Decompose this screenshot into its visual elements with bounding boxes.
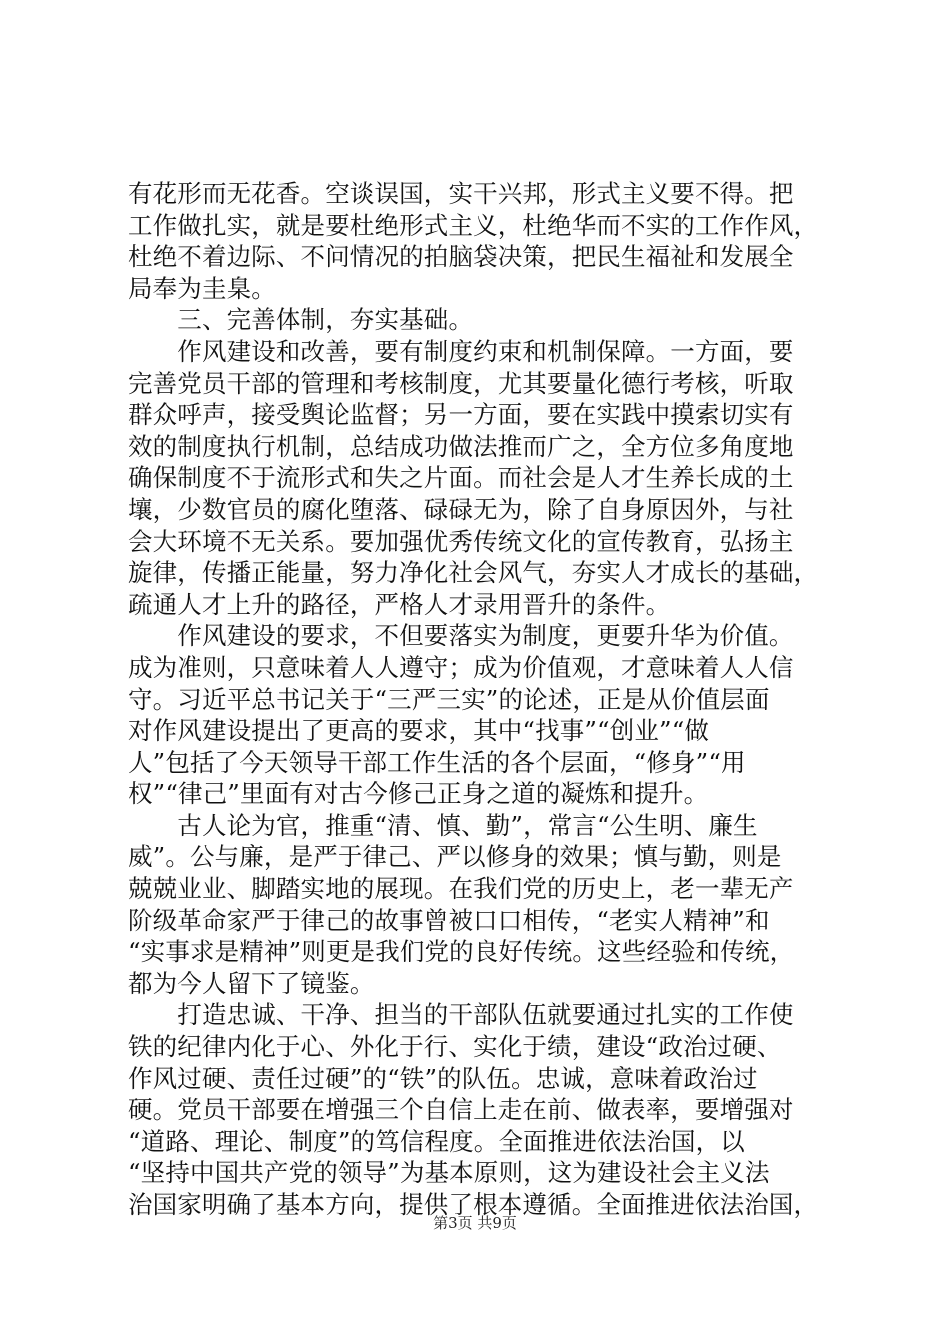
text-line: 疏通人才上升的路径，严格人才录用晋升的条件。	[128, 589, 671, 619]
text-line: 阶级革命家严于律己的故事曾被口口相传，“老实人精神”和	[128, 905, 770, 935]
text-line: 对作风建设提出了更高的要求，其中“找事”“创业”“做	[128, 716, 710, 746]
text-line: “实事求是精神”则更是我们党的良好传统。这些经验和传统，	[128, 937, 795, 967]
text-line: 效的制度执行机制，总结成功做法推而广之，全方位多角度地	[128, 431, 794, 461]
text-line: “坚持中国共产党的领导”为基本原则，这为建设社会主义法	[128, 1158, 770, 1188]
text-line: 局奉为圭臬。	[128, 273, 276, 303]
text-line: 杜绝不着边际、不问情况的拍脑袋决策，把民生福祉和发展全	[128, 242, 794, 272]
text-line: 有花形而无花香。空谈误国，实干兴邦，形式主义要不得。把	[128, 179, 794, 208]
text-line: 守。习近平总书记关于“三严三实”的论述，正是从价值层面	[128, 684, 770, 714]
text-line: “道路、理论、制度”的笃信程度。全面推进依法治国，以	[128, 1126, 745, 1156]
text-line: 威”。公与廉，是严于律己、严以修身的效果；慎与勤，则是	[128, 842, 782, 872]
body-text	[128, 178, 834, 1221]
text-line: 成为准则，只意味着人人遵守；成为价值观，才意味着人人信	[128, 652, 794, 682]
text-line: 群众呼声，接受舆论监督；另一方面，要在实践中摸索切实有	[128, 400, 794, 430]
text-line: 作风建设和改善，要有制度约束和机制保障。一方面，要	[128, 336, 794, 366]
text-line: 旋律，传播正能量，努力净化社会风气，夯实人才成长的基础，	[128, 558, 819, 588]
text-line: 古人论为官，推重“清、慎、勤”，常言“公生明、廉生	[128, 810, 758, 840]
text-line: 打造忠诚、干净、担当的干部队伍就要通过扎实的工作使	[128, 1000, 794, 1030]
text-line: 治国家明确了基本方向，提供了根本遵循。全面推进依法治国，	[128, 1190, 819, 1219]
text-line: 兢兢业业、脚踏实地的展现。在我们党的历史上，老一辈无产	[128, 874, 794, 904]
text-line: 铁的纪律内化于心、外化于行、实化于绩，建设“政治过硬、	[128, 1032, 782, 1062]
page-footer: 第3页 共9页	[433, 1214, 517, 1232]
text-line: 权”“律己”里面有对古今修己正身之道的凝炼和提升。	[128, 779, 709, 809]
text-line: 工作做扎实，就是要杜绝形式主义，杜绝华而不实的工作作风，	[128, 210, 819, 240]
text-line: 壤，少数官员的腐化堕落、碌碌无为，除了自身原因外，与社	[128, 494, 794, 524]
section-heading: 三、完善体制，夯实基础。	[128, 305, 474, 335]
text-line: 确保制度不于流形式和失之片面。而社会是人才生养长成的土	[128, 463, 794, 493]
text-line: 硬。党员干部要在增强三个自信上走在前、做表率，要增强对	[128, 1095, 794, 1125]
text-line: 都为今人留下了镜鉴。	[128, 968, 375, 998]
text-line: 完善党员干部的管理和考核制度，尤其要量化德行考核，听取	[128, 368, 794, 398]
text-line: 人”包括了今天领导干部工作生活的各个层面，“修身”“用	[128, 747, 746, 777]
text-line: 会大环境不无关系。要加强优秀传统文化的宣传教育，弘扬主	[128, 526, 794, 556]
text-line: 作风建设的要求，不但要落实为制度，更要升华为价值。	[128, 621, 794, 651]
text-line: 作风过硬、责任过硬”的“铁”的队伍。忠诚，意味着政治过	[128, 1063, 758, 1093]
